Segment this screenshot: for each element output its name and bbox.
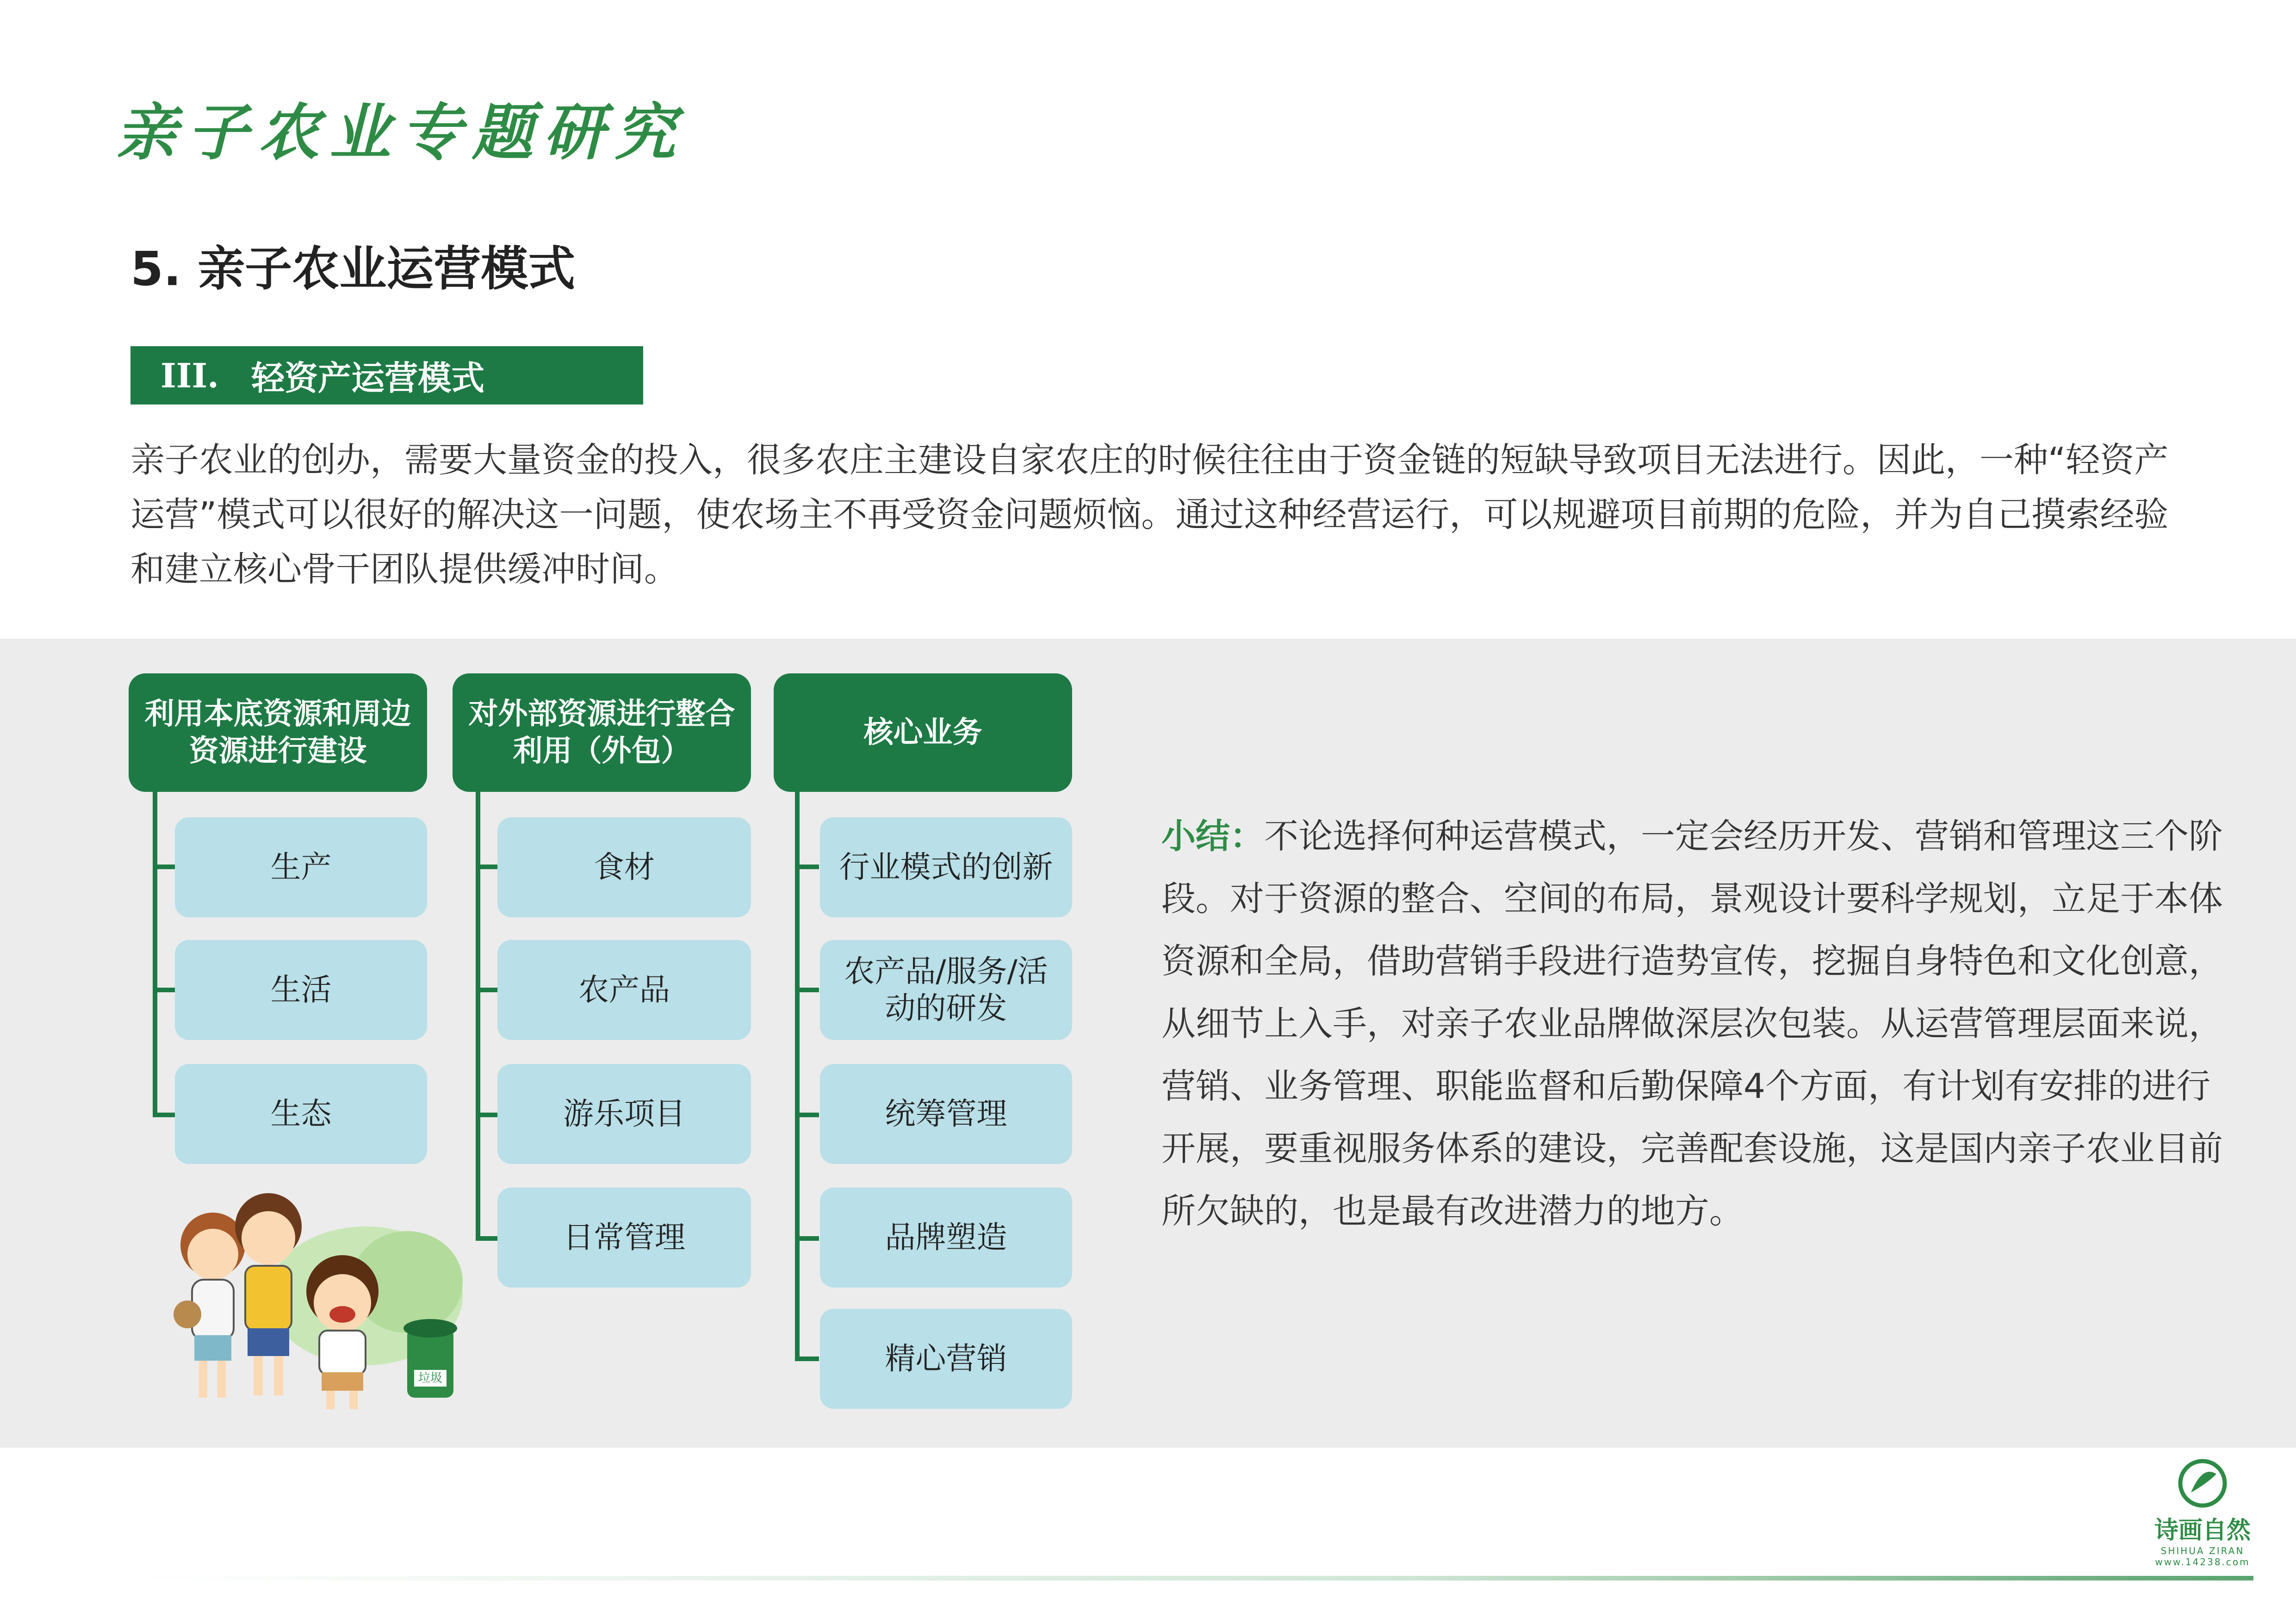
subheading-number: III. xyxy=(161,355,219,395)
family-cartoon-illustration xyxy=(148,1176,481,1416)
summary-text: 不论选择何种运营模式，一定会经历开发、营销和管理这三个阶段。对于资源的整合、空间的布局，景观设计要科学规划，立足于本体资源和全局，借助营销手段进行造势宣传，挖掘自身特色和文化创意，从细节上入手，对亲子农业品牌做深层次包装。从运营管理层面来说，营销、业务管理、职能监督和后勤保障4个方面，有计划有安排的进行开展，要重视服务体系的建设，完善配套设施，这是国内亲子农业目前所欠缺的，也是最有改进潜力的地方。 xyxy=(1161,816,2223,1231)
trash-bin-sign: 垃圾 xyxy=(418,1371,443,1385)
intro-paragraph: 亲子农业的创办，需要大量资金的投入，很多农庄主建设自家农庄的时候往往由于资金链的短缺导致项目无法进行。因此，一种“轻资产运营”模式可以很好的解决这一问题，使农场主不再受资金问题烦恼。通过这种经营运行，可以规避项目前期的危险，并为自己摸索经验和建立核心骨干团队提供缓冲时间。 xyxy=(130,440,2169,589)
subheading-bar xyxy=(130,346,643,404)
diagram-leaf: 行业模式的创新 xyxy=(820,817,1072,917)
diagram-leaf: 农产品 xyxy=(497,940,751,1040)
connector-branch xyxy=(795,988,819,992)
connector-trunk xyxy=(795,792,800,1361)
diagram-leaf: 日常管理 xyxy=(497,1188,751,1288)
logo-url: www.14238.com xyxy=(2155,1556,2250,1568)
connector-branch xyxy=(795,1236,819,1241)
section-title: 5. 亲子农业运营模式 xyxy=(130,242,576,297)
connector-trunk xyxy=(153,792,157,1117)
connector-branch xyxy=(153,988,176,992)
brand-title: 亲子农业专题研究 xyxy=(116,97,686,168)
connector-branch xyxy=(153,865,176,869)
footer-divider xyxy=(130,1576,2253,1580)
connector-branch xyxy=(476,988,499,992)
diagram-leaf: 游乐项目 xyxy=(497,1064,751,1164)
connector-branch xyxy=(476,865,499,869)
column-header-local-resources: 利用本底资源和周边资源进行建设 xyxy=(129,673,427,792)
connector-trunk xyxy=(476,792,480,1241)
diagram-leaf: 生活 xyxy=(175,940,427,1040)
subheading-label: 轻资产运营模式 xyxy=(251,359,485,398)
connector-branch xyxy=(795,865,819,869)
connector-branch xyxy=(153,1113,176,1117)
leaf-logo-icon xyxy=(2175,1458,2230,1509)
summary-block xyxy=(1161,805,2235,1243)
diagram-leaf: 生产 xyxy=(175,817,427,917)
connector-branch xyxy=(476,1113,499,1117)
diagram-leaf: 品牌塑造 xyxy=(820,1188,1072,1288)
summary-label: 小结： xyxy=(1161,816,1264,856)
diagram-leaf: 统筹管理 xyxy=(820,1064,1072,1164)
diagram-leaf: 精心营销 xyxy=(820,1309,1072,1409)
diagram-leaf: 食材 xyxy=(497,817,751,917)
column-header-core-business: 核心业务 xyxy=(774,673,1072,792)
column-header-external-resources: 对外部资源进行整合利用（外包） xyxy=(453,673,751,792)
logo-pinyin: SHIHUA ZIRAN xyxy=(2160,1545,2245,1556)
diagram-leaf: 生态 xyxy=(175,1064,427,1164)
connector-branch xyxy=(795,1113,819,1117)
diagram-leaf: 农产品/服务/活动的研发 xyxy=(820,940,1072,1040)
connector-branch xyxy=(795,1356,819,1361)
brand-logo xyxy=(2147,1458,2258,1568)
logo-name: 诗画自然 xyxy=(2154,1517,2251,1544)
